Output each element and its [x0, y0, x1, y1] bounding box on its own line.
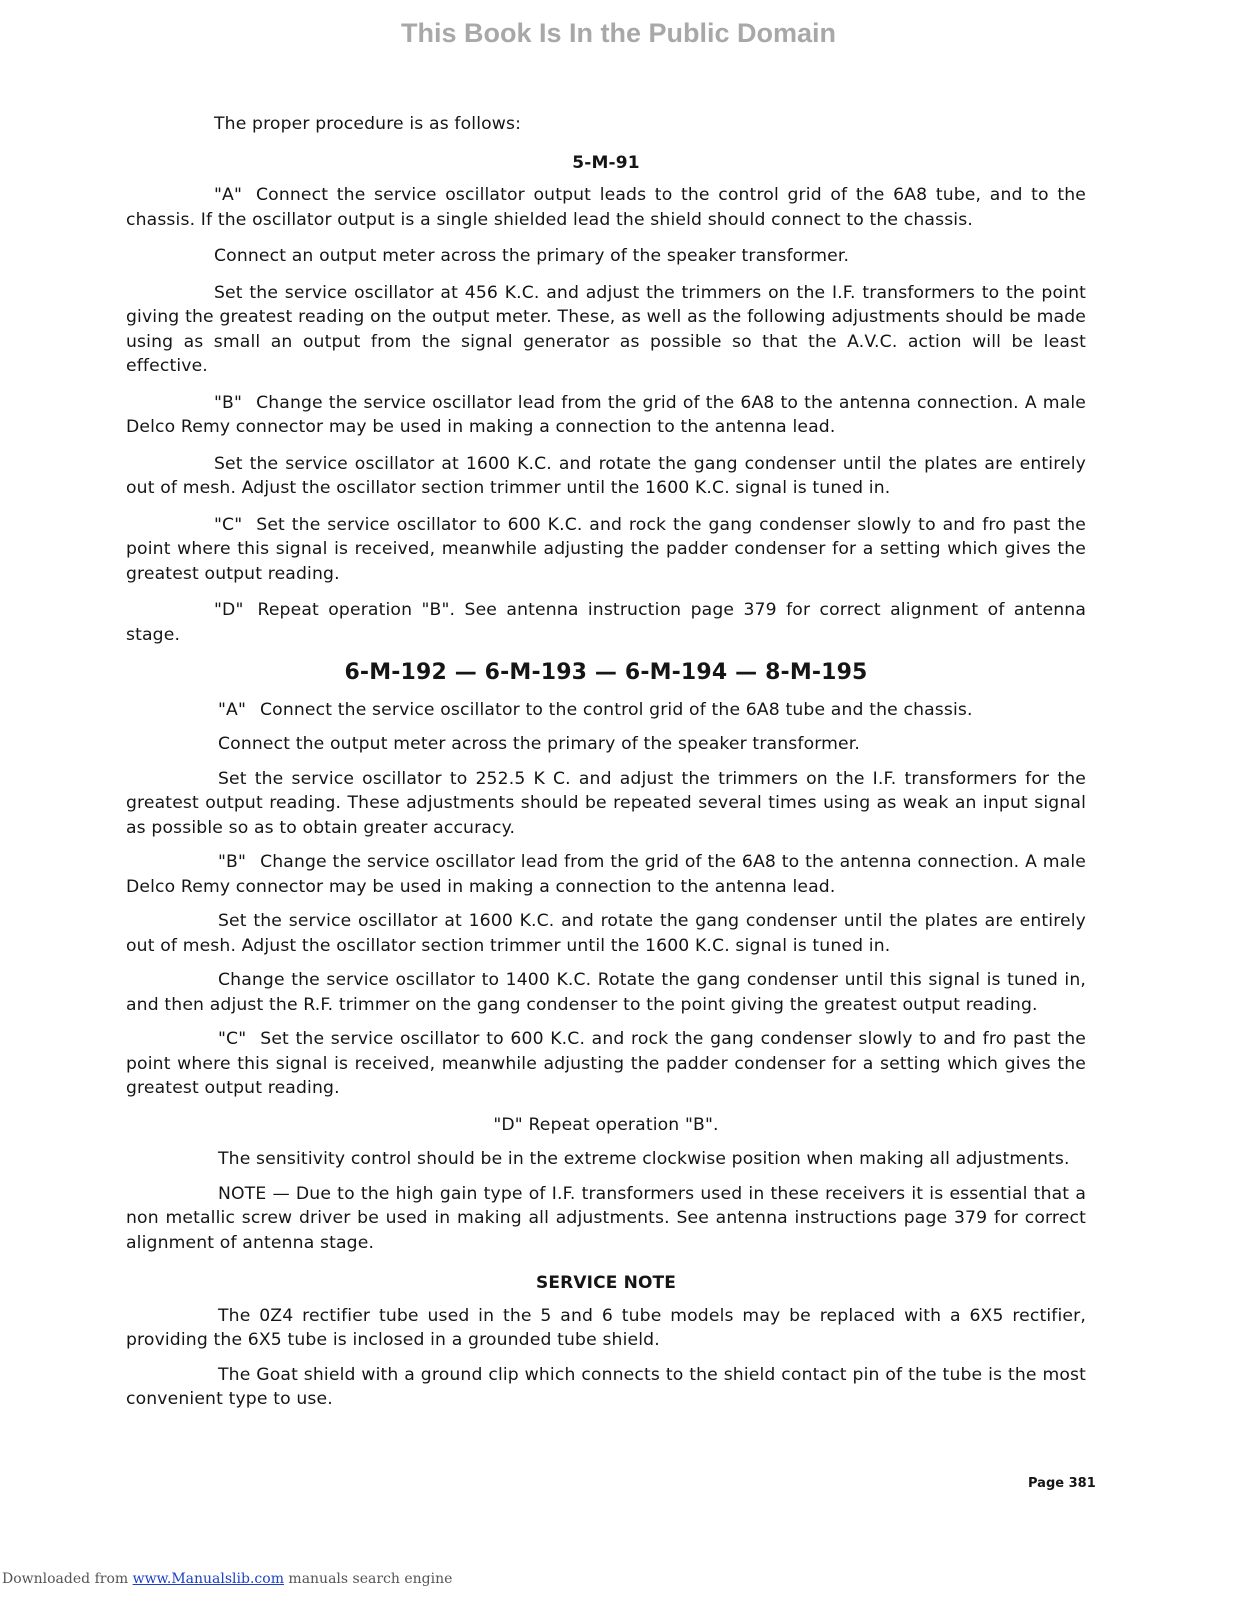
- s2-step-b: [126, 850, 1086, 899]
- step-d-label: "D": [214, 600, 244, 620]
- step-c-text: Set the service oscillator to 600 K.C. and rock the gang condenser slowly to and fro past the point where this signal is received, meanwhile adjusting the padder condenser for a setting which gives the greatest output reading.: [126, 514, 1086, 584]
- section-heading-6m192: 6-M-192 — 6-M-193 — 6-M-194 — 8-M-195: [344, 660, 868, 685]
- section-heading-5m91: 5-M-91: [572, 152, 640, 173]
- manualslib-link[interactable]: www.Manualslib.com: [132, 1571, 284, 1587]
- document-page: [126, 112, 1086, 1412]
- footer-suffix: manuals search engine: [283, 1571, 453, 1587]
- intro-text: The proper procedure is as follows:: [214, 114, 522, 134]
- step-c-label: "C": [218, 1029, 247, 1049]
- step-a-label: "A": [218, 699, 247, 720]
- s1-oscillator-trim-paragraph: Set the service oscillator at 1600 K.C. and rotate the gang condenser until the plates are entirely out of mesh. Adjust the oscillator section trimmer until the 1600 K.C. signal is tuned in.: [126, 453, 1086, 498]
- s1-step-c: [126, 513, 1086, 587]
- service-note-heading: SERVICE NOTE: [535, 1273, 677, 1293]
- step-c-label: "C": [214, 514, 243, 535]
- step-b-text: Change the service oscillator lead from the grid of the 6A8 to the antenna connection. A male Delco Remy connector may be used in making a connection to the antenna lead.: [126, 852, 1086, 897]
- s1-step-b: [126, 391, 1086, 440]
- s2-rf-trimmer-paragraph: Change the service oscillator to 1400 K.C. Rotate the gang condenser until this signal is tuned in, and then adjust the R.F. trimmer on the gang condenser to the point giving the greatest output reading.: [126, 970, 1086, 1015]
- s1-step-a: [126, 183, 1086, 232]
- download-footer: [2, 1571, 452, 1587]
- s2-step-d: "D" Repeat operation "B".: [493, 1114, 719, 1135]
- step-b-label: "B": [214, 392, 243, 413]
- step-a-text: Connect the service oscillator output leads to the control grid of the 6A8 tube, and to the chassis. If the oscillator output is a single shielded lead the shield should connect to the chassis.: [126, 185, 1086, 230]
- s1-step-d: [126, 598, 1086, 647]
- step-a-label: "A": [214, 185, 243, 205]
- step-c-text: Set the service oscillator to 600 K.C. and rock the gang condenser slowly to and fro past the point where this signal is received, meanwhile adjusting the padder condenser for a setting which gives the greatest output reading.: [126, 1029, 1086, 1098]
- s2-step-a: [126, 698, 1086, 723]
- step-b-text: Change the service oscillator lead from the grid of the 6A8 to the antenna connection. A male Delco Remy connector may be used in making a connection to the antenna lead.: [126, 392, 1086, 437]
- s2-step-c: [126, 1027, 1086, 1101]
- s1-if-alignment-paragraph: Set the service oscillator at 456 K.C. and adjust the trimmers on the I.F. transformers to the point giving the greatest reading on the output meter. These, as well as the following adjustments should be made using as small an output from the signal generator as possible so that the A.V.C. action will be least effective.: [126, 282, 1086, 376]
- s2-oscillator-trim-paragraph: Set the service oscillator at 1600 K.C. and rotate the gang condenser until the plates are entirely out of mesh. Adjust the oscillator section trimmer until the 1600 K.C. signal is tuned in.: [126, 911, 1086, 956]
- s2-note-paragraph: NOTE — Due to the high gain type of I.F. transformers used in these receivers it is essential that a non metallic screw driver be used in making all adjustments. See antenna instructions page 379 for correct alignment of antenna stage.: [126, 1183, 1086, 1253]
- footer-prefix: Downloaded from: [2, 1571, 133, 1587]
- s2-sensitivity-paragraph: The sensitivity control should be in the extreme clockwise position when making all adjustments.: [218, 1149, 1070, 1169]
- page-number: Page 381: [1028, 1476, 1096, 1491]
- service-note-shield-paragraph: The Goat shield with a ground clip which connects to the shield contact pin of the tube is the most convenient type to use.: [126, 1364, 1086, 1409]
- step-a-text: Connect the service oscillator to the control grid of the 6A8 tube and the chassis.: [260, 699, 973, 720]
- step-b-label: "B": [218, 852, 247, 872]
- s1-output-meter-paragraph: Connect an output meter across the primary of the speaker transformer.: [214, 246, 850, 266]
- s2-output-meter-paragraph: Connect the output meter across the primary of the speaker transformer.: [218, 734, 861, 754]
- public-domain-banner: This Book Is In the Public Domain: [400, 18, 837, 48]
- step-d-text: Repeat operation "B". See antenna instruction page 379 for correct alignment of antenna stage.: [126, 600, 1086, 645]
- service-note-rectifier-paragraph: The 0Z4 rectifier tube used in the 5 and 6 tube models may be replaced with a 6X5 rectifier, providing the 6X5 tube is inclosed in a grounded tube shield.: [126, 1305, 1086, 1350]
- s2-if-alignment-paragraph: Set the service oscillator to 252.5 K C. and adjust the trimmers on the I.F. transformers for the greatest output reading. These adjustments should be repeated several times using as weak an input signal as possible so as to obtain greater accuracy.: [126, 768, 1086, 838]
